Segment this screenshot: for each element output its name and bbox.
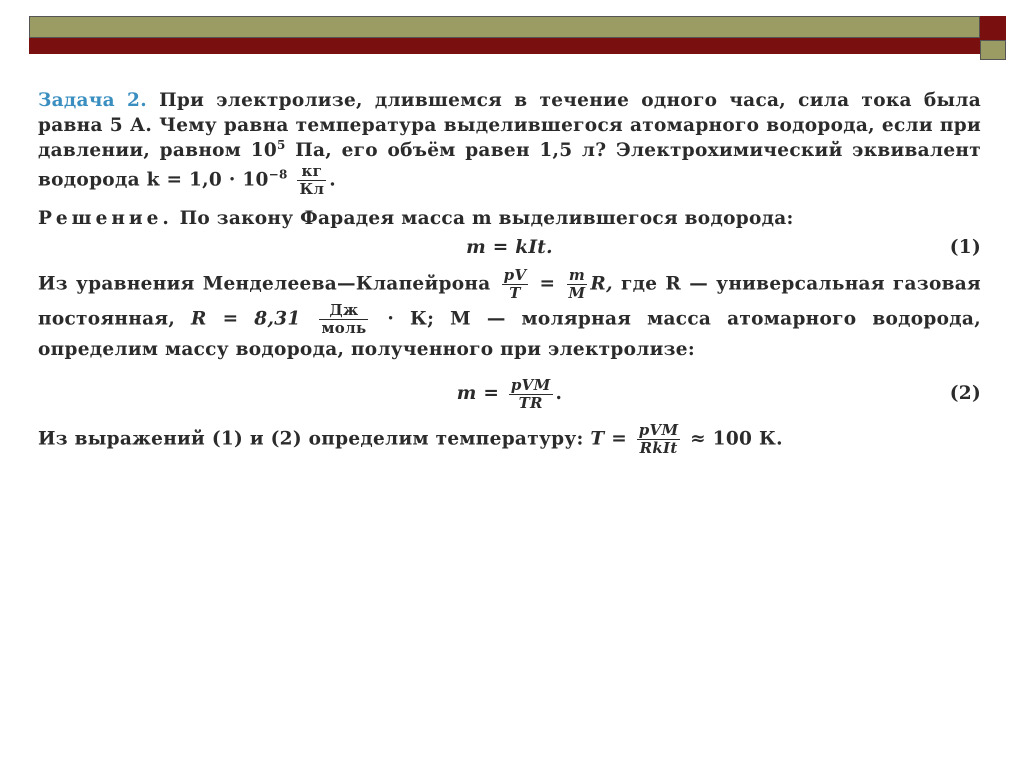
slide-corner-square-top <box>980 16 1006 38</box>
m-numerator: m <box>567 267 588 285</box>
slide-header-stripe <box>29 38 1006 54</box>
equation-1-formula: m = kIt. <box>466 237 553 258</box>
final-intro: Из выражений (1) и (2) определим температуру: <box>38 428 584 450</box>
r-unit-fraction <box>319 302 368 337</box>
k-unit-numerator: кг <box>297 163 326 181</box>
task-title: Задача 2. <box>38 90 147 111</box>
r-unit-numerator: Дж <box>319 302 368 320</box>
m-denominator: M <box>568 284 586 302</box>
pv-over-t-fraction <box>502 267 529 302</box>
t-denominator: T <box>509 284 521 302</box>
clapeyron-intro: Из уравнения Менделеева—Клапейрона <box>38 273 491 295</box>
m-over-m-fraction <box>567 267 588 302</box>
equation-2-end: . <box>555 383 563 404</box>
equation-1-number: (1) <box>949 237 981 258</box>
k-unit-fraction <box>297 163 326 198</box>
task-paragraph <box>38 88 981 198</box>
k-unit-denominator: Кл <box>299 180 325 198</box>
r-unit-denominator: моль <box>321 319 367 337</box>
pv-numerator: pV <box>503 266 527 284</box>
equation-2-number: (2) <box>949 383 981 404</box>
final-paragraph <box>38 422 981 457</box>
equation-3-numerator: pVM <box>638 421 679 439</box>
clapeyron-middle: где R — универсальная газовая постоянная, <box>38 273 981 330</box>
pressure-exponent: 5 <box>277 137 286 152</box>
k-end: . <box>329 169 337 191</box>
r-symbol: R, <box>590 273 613 295</box>
equation-3-result: ≈ 100 К. <box>690 428 783 450</box>
equation-3-denominator: RkIt <box>639 439 678 457</box>
equation-2-denominator: TR <box>518 393 543 412</box>
k-expression: k = 1,0 · 10 <box>146 169 269 191</box>
k-exponent: −8 <box>268 167 288 182</box>
equation-2-numerator: pVM <box>510 375 551 394</box>
equation-2 <box>38 368 981 420</box>
solution-label: Решение. <box>38 208 173 229</box>
equation-2-left: m = <box>456 383 500 404</box>
solution-paragraph <box>38 206 981 231</box>
equals-sign: = <box>539 273 556 295</box>
clapeyron-end: M — молярная масса атомарного водорода, определим массу водорода, полученного при электролизе: <box>38 308 981 360</box>
equation-2-fraction <box>509 377 553 412</box>
task-text-continued: Па, его объём равен 1,5 л? Электрохимический эквивалент водорода <box>38 140 981 191</box>
equation-1 <box>38 233 981 263</box>
task-text: При электролизе, длившемся в течение одного часа, сила тока была равна 5 А. Чему равна температура выделившегося атомарного водорода, если при давлении, равном 10 <box>38 90 981 161</box>
clapeyron-paragraph <box>38 267 981 362</box>
slide-content <box>38 88 981 457</box>
equation-3-fraction <box>637 422 681 457</box>
slide-header-band <box>29 16 980 38</box>
equation-3-left: T = <box>590 428 627 450</box>
r-value: R = 8,31 <box>191 308 301 330</box>
slide-corner-square-bottom <box>980 40 1006 60</box>
solution-text: По закону Фарадея масса m выделившегося водорода: <box>179 208 794 229</box>
r-unit-end: · К; <box>387 308 435 330</box>
